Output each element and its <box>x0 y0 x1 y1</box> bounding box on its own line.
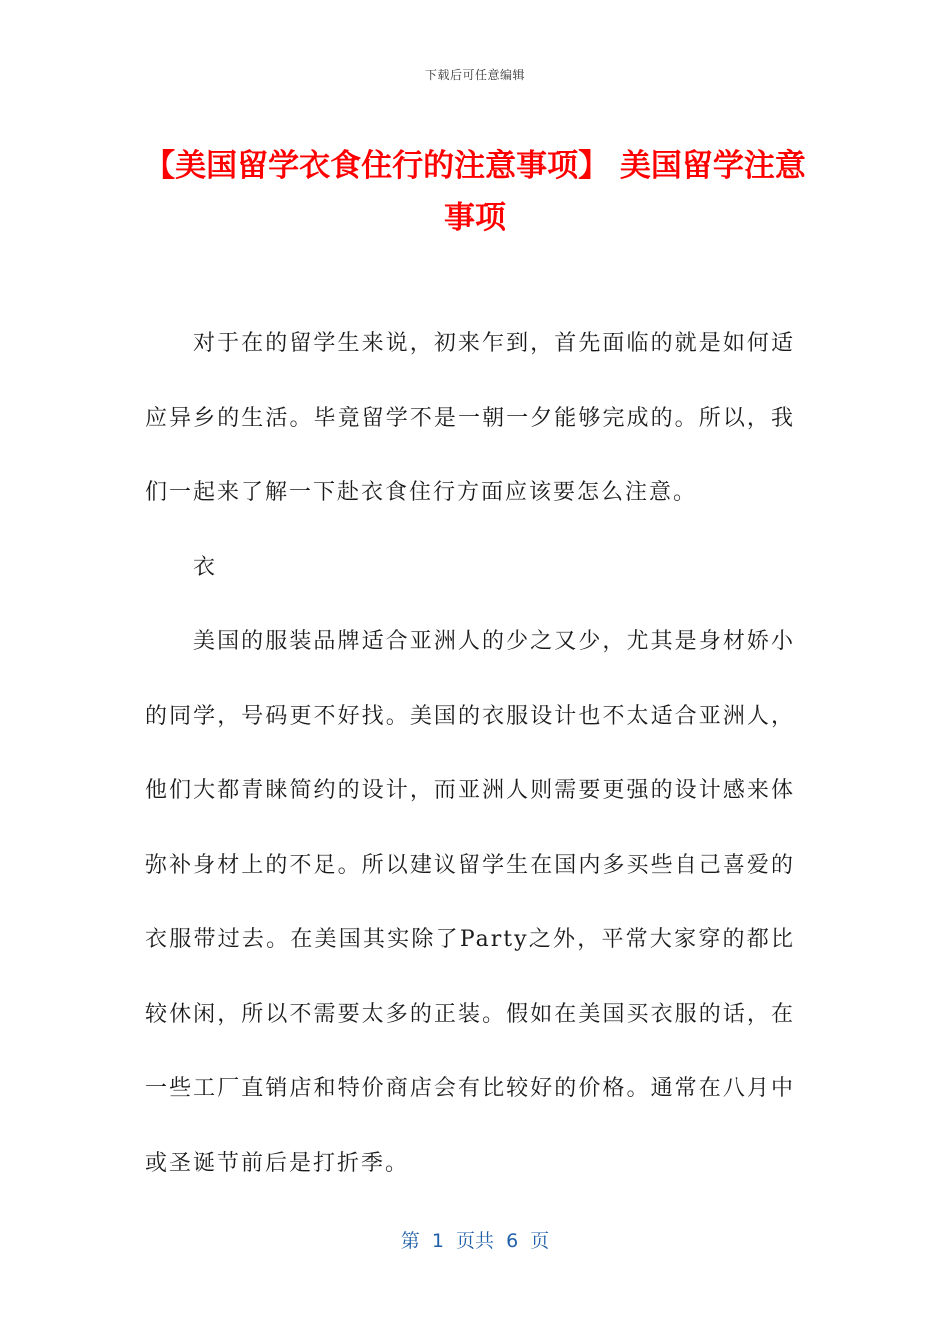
document-body <box>145 307 795 1201</box>
section-heading-clothing: 衣 <box>193 554 218 580</box>
page-number-footer: 第 1 页共 6 页 <box>400 1230 550 1252</box>
clothing-paragraph: 美国的服装品牌适合亚洲人的少之又少，尤其是身材娇小的同学，号码更不好找。美国的衣服设计也不太适合亚洲人，他们大都青睐简约的设计，而亚洲人则需要更强的设计感来体弥补身材上的不足。所以建议留学生在国内多买些自己喜爱的衣服带过去。在美国其实除了Party之外，平常大家穿的都比较休闲，所以不需要太多的正装。假如在美国买衣服的话，在一些工厂直销店和特价商店会有比较好的价格。通常在八月中或圣诞节前后是打折季。 <box>145 629 795 1176</box>
document-title: 【美国留学衣食住行的注意事项】 美国留学注意事项 <box>144 148 806 236</box>
intro-paragraph: 对于在的留学生来说，初来乍到，首先面临的就是如何适应异乡的生活。毕竟留学不是一朝一夕能够完成的。所以，我们一起来了解一下赴衣食住行方面应该要怎么注意。 <box>145 331 795 505</box>
header-note: 下载后可任意编辑 <box>424 68 525 82</box>
